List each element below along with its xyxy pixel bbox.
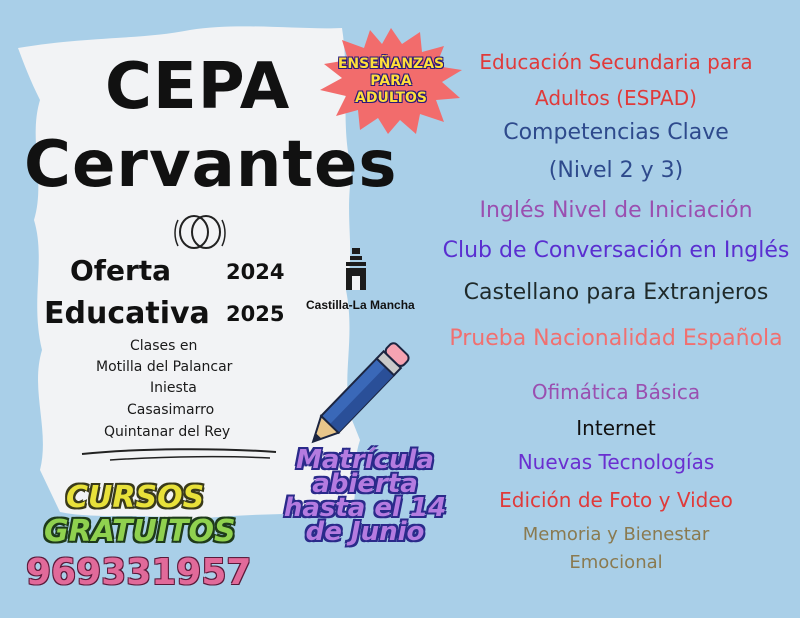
offer-line1: Oferta (70, 254, 172, 287)
course-item: Nuevas Tecnologías (517, 450, 715, 474)
course-item: Adultos (ESPAD) (535, 86, 697, 110)
enrolment-line1: Matrícula (296, 445, 434, 475)
course-item: Ofimática Básica (531, 380, 701, 404)
enrolment-line3: hasta el 14 (283, 493, 447, 523)
logo-name: Castilla-La Mancha (306, 298, 415, 312)
course-item: Internet (576, 416, 656, 440)
enrolment-line4: de Junio (305, 517, 425, 547)
course-item: Memoria y Bienestar (522, 524, 710, 545)
offer-year1: 2024 (226, 260, 285, 284)
course-item: (Nivel 2 y 3) (548, 158, 684, 183)
location-iniesta: Iniesta (150, 380, 197, 396)
course-item: Educación Secundaria para (479, 50, 753, 74)
badge-text (330, 56, 452, 107)
course-item: Inglés Nivel de Iniciación (479, 198, 753, 223)
enrolment-text (270, 445, 460, 547)
badge-line1: ENSEÑANZAS (337, 56, 445, 72)
page-title-line2: Cervantes (24, 128, 398, 202)
pencil-icon (296, 330, 426, 455)
free-courses-line1: CURSOS (66, 480, 205, 515)
location-quintanar: Quintanar del Rey (104, 424, 231, 440)
course-item: Castellano para Extranjeros (463, 280, 769, 305)
enrolment-line2: abierta (312, 469, 418, 499)
offer-line2: Educativa (44, 296, 210, 331)
castle-icon (342, 246, 370, 292)
classes-label: Clases en (130, 338, 198, 354)
badge-line2: PARA (370, 73, 412, 89)
phone-number: 969331957 (26, 552, 252, 593)
course-item: Emocional (569, 552, 663, 573)
location-motilla: Motilla del Palancar (96, 359, 233, 375)
offer-year2: 2025 (226, 302, 285, 326)
course-item: Edición de Foto y Video (499, 488, 733, 512)
course-item: Competencias Clave (503, 120, 729, 145)
underline-swoosh (80, 446, 280, 466)
location-casasimarro: Casasimarro (127, 402, 215, 418)
page-title-line1: CEPA (105, 50, 291, 124)
badge-line3: ADULTOS (355, 90, 427, 106)
course-item: Prueba Nacionalidad Española (449, 326, 783, 351)
course-item: Club de Conversación en Inglés (442, 238, 790, 263)
free-courses-line2: GRATUITOS (44, 514, 236, 549)
rings-icon (172, 212, 228, 252)
